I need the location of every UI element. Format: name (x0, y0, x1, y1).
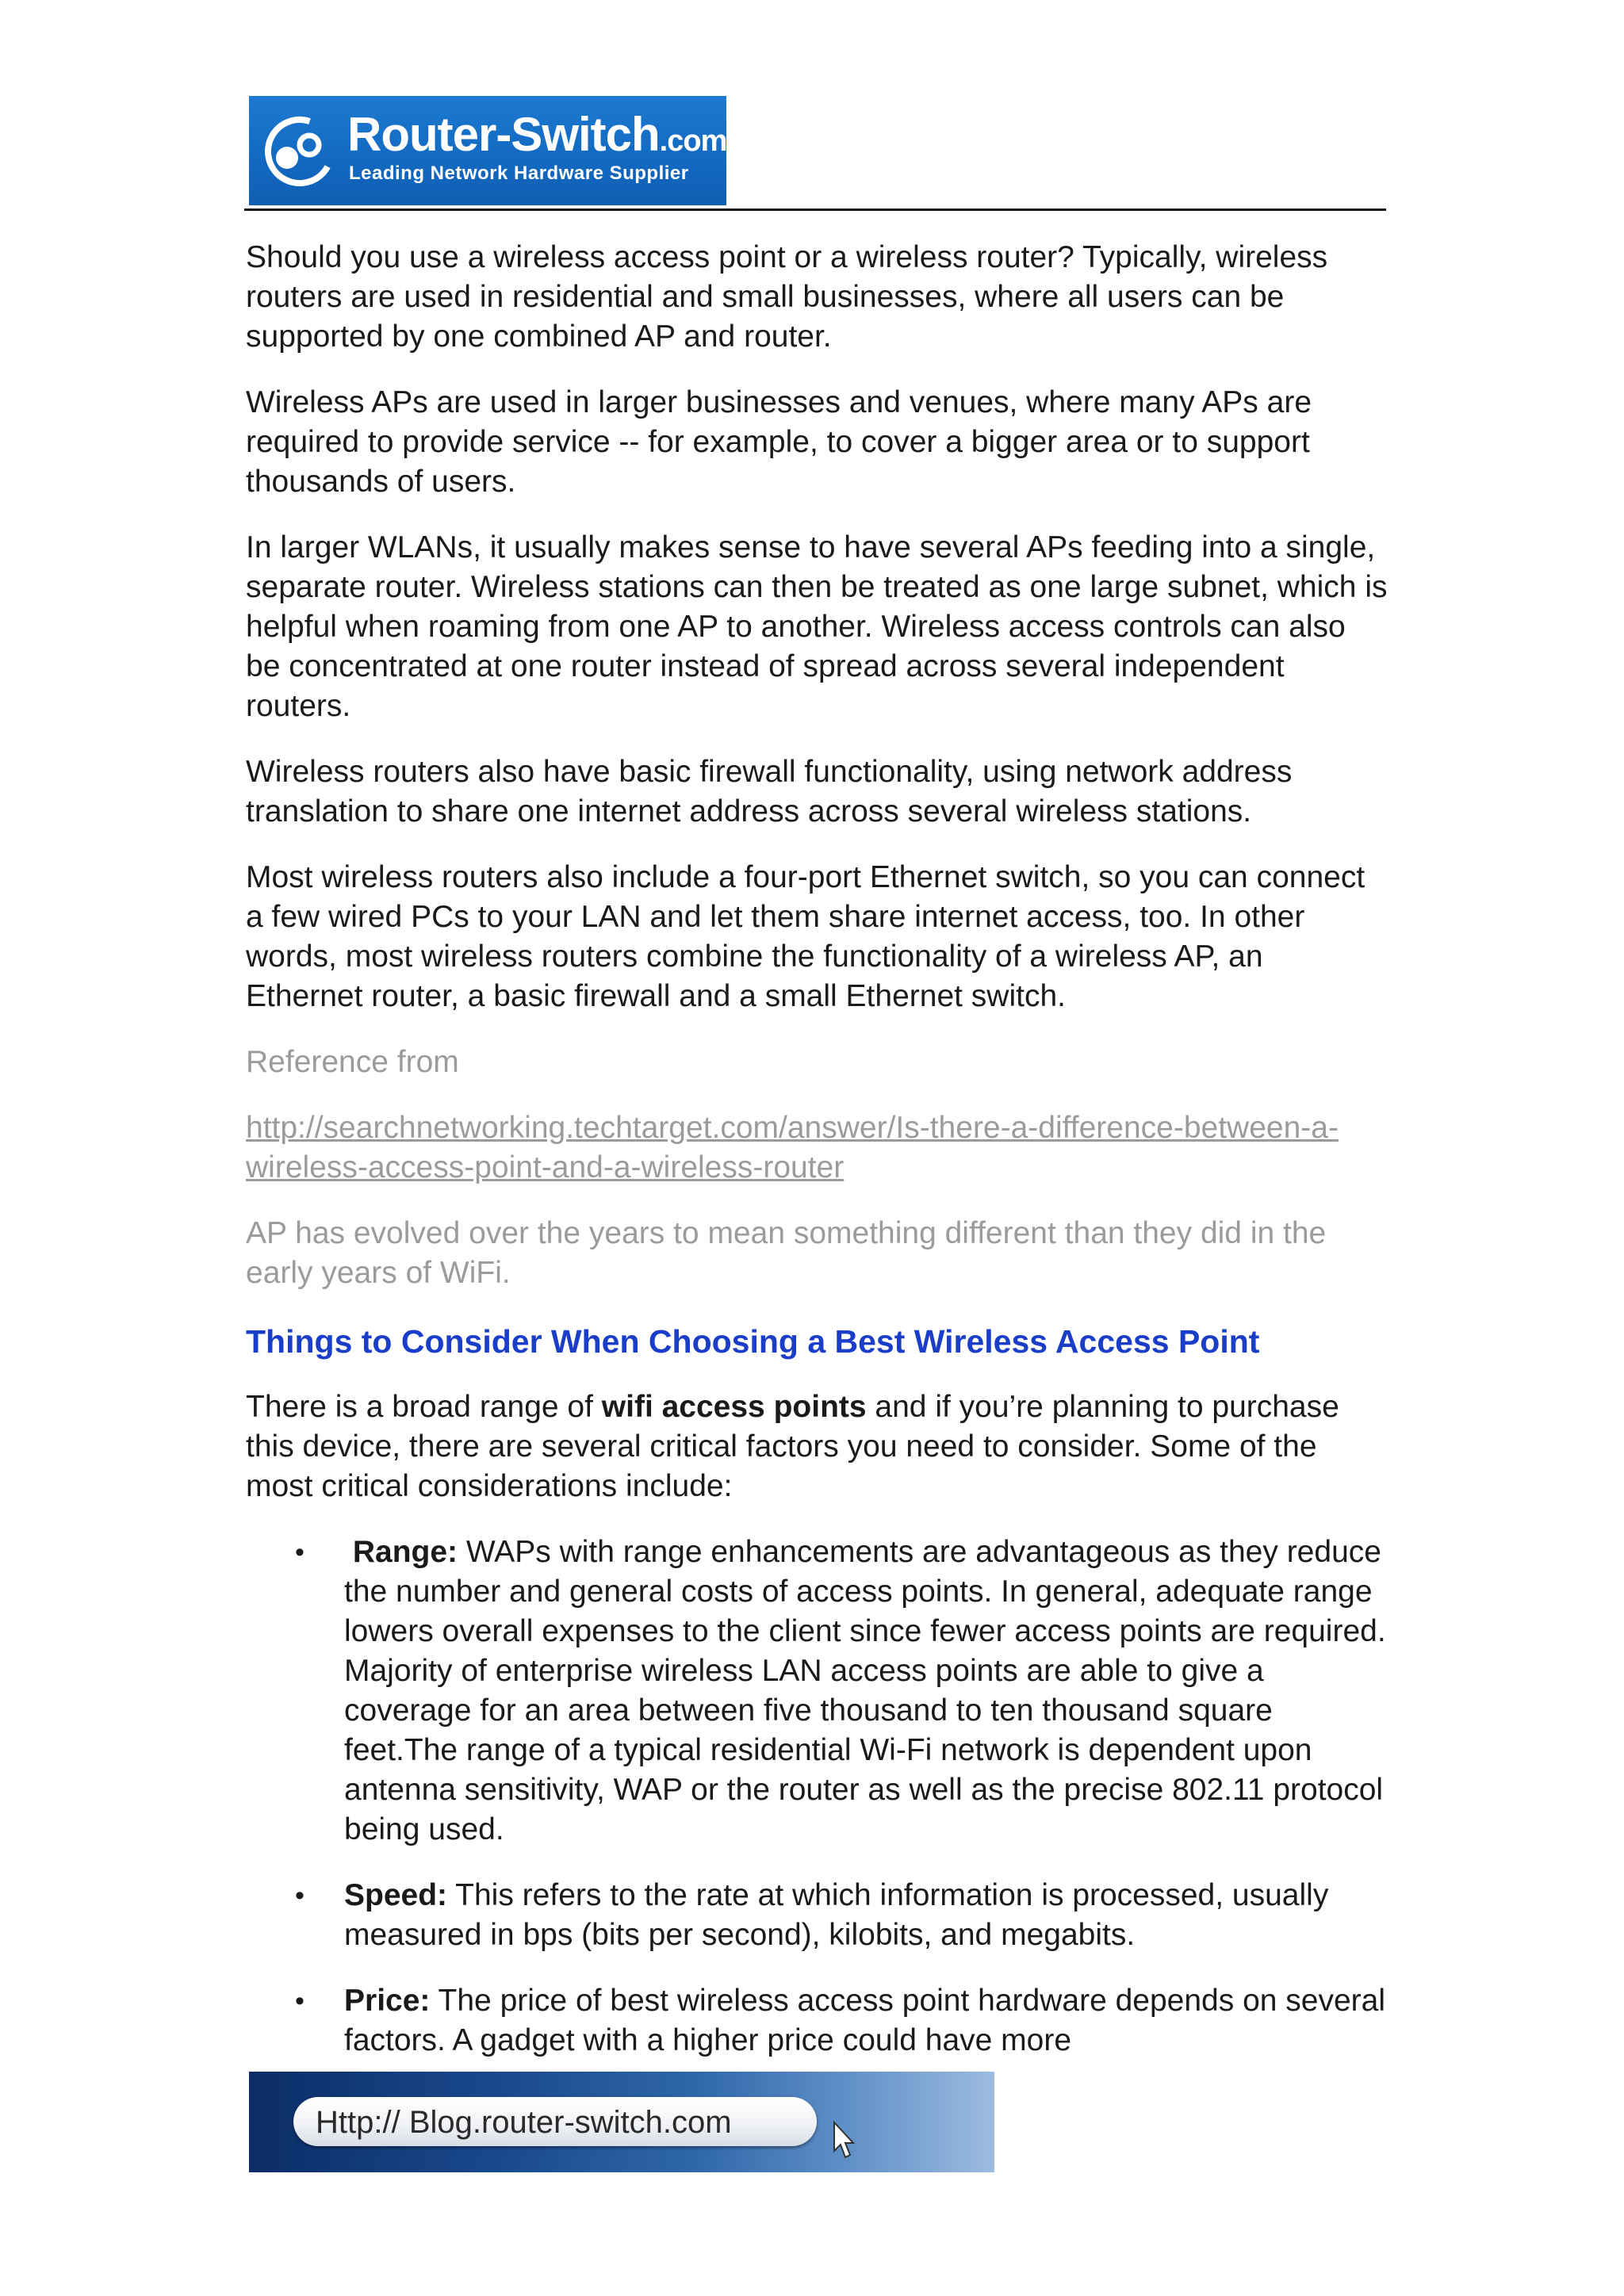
list-item-term: Speed: (344, 1878, 448, 1912)
intro-text-end: and if you’re planning to purchase this device, there are several critical factors you need to consider. Some of the most critical considerations include: (246, 1390, 1339, 1503)
reference-link-paragraph (246, 1108, 1388, 1188)
logo-domain: .com (659, 124, 727, 158)
list-item-term: Range: (352, 1535, 458, 1569)
mouse-cursor-icon (826, 2119, 858, 2164)
blog-url-text: Http:// Blog.router-switch.com (316, 2105, 732, 2140)
paragraph-3: In larger WLANs, it usually makes sense to have several APs feeding into a single, separate router. Wireless stations can then be treated as one large subnet, which is helpful when roaming from one AP to another. Wireless access controls can also be concentrated at one router instead of spread across several independent routers. (246, 530, 1388, 723)
header-divider (244, 209, 1386, 211)
bullet-icon: • (295, 1881, 304, 1911)
reference-link[interactable]: http://searchnetworking.techtarget.com/answer/Is-there-a-difference-between-a-wireless-access-point-and-a-wireless-router (246, 1111, 1339, 1184)
list-item-price (246, 1981, 1388, 2061)
intro-bold-keyword: wifi access points (601, 1390, 867, 1424)
paragraph-5: Most wireless routers also include a four-port Ethernet switch, so you can connect a few wired PCs to your LAN and let them share internet access, too. In other words, most wireless routers combine the functionality of a wireless AP, an Ethernet router, a basic firewall and a small Ethernet switch. (246, 860, 1365, 1013)
list-item-term: Price: (344, 1984, 431, 2018)
list-item-text: This refers to the rate at which information is processed, usually measured in bps (bits per second), kilobits, and megabits. (344, 1878, 1329, 1952)
paragraph-6: AP has evolved over the years to mean something different than they did in the early years of WiFi. (246, 1216, 1327, 1290)
intro-paragraph (246, 1387, 1388, 1506)
bullet-icon: • (295, 1986, 304, 2016)
logo-tagline: Leading Network Hardware Supplier (349, 163, 689, 184)
reference-label: Reference from (246, 1045, 459, 1079)
list-item-range (246, 1533, 1388, 1850)
article-body (246, 238, 1388, 2087)
paragraph-1: Should you use a wireless access point or a wireless router? Typically, wireless routers are used in residential and small businesses, where all users can be supported by one combined AP and router. (246, 240, 1328, 354)
intro-text-start: There is a broad range of (246, 1390, 602, 1424)
section-heading: Things to Consider When Choosing a Best Wireless Access Point (246, 1323, 1260, 1360)
logo-swirl-icon (263, 115, 336, 188)
list-item-text: The price of best wireless access point hardware depends on several factors. A gadget with a higher price could have more (344, 1984, 1386, 2057)
paragraph-2: Wireless APs are used in larger businesses and venues, where many APs are required to provide service -- for example, to cover a bigger area or to support thousands of users. (246, 385, 1312, 499)
bullet-icon: • (295, 1537, 304, 1567)
logo-name: Router-Switch.com (347, 108, 727, 161)
router-switch-logo[interactable] (249, 96, 726, 205)
list-item-text: WAPs with range enhancements are advantageous as they reduce the number and general costs of access points. In general, adequate range lowers overall expenses to the client since fewer access points are required. Majority of enterprise wireless LAN access points are able to give a coverage for an area between five thousand to ten thousand square feet.The range of a typical residential Wi-Fi network is dependent upon antenna sensitivity, WAP or the router as well as the precise 802.11 protocol being used. (344, 1535, 1386, 1846)
paragraph-4: Wireless routers also have basic firewall functionality, using network address translation to share one internet address across several wireless stations. (246, 755, 1293, 828)
list-item-speed (246, 1876, 1388, 1955)
blog-url-banner[interactable] (249, 2072, 994, 2172)
considerations-list (246, 1533, 1388, 2061)
